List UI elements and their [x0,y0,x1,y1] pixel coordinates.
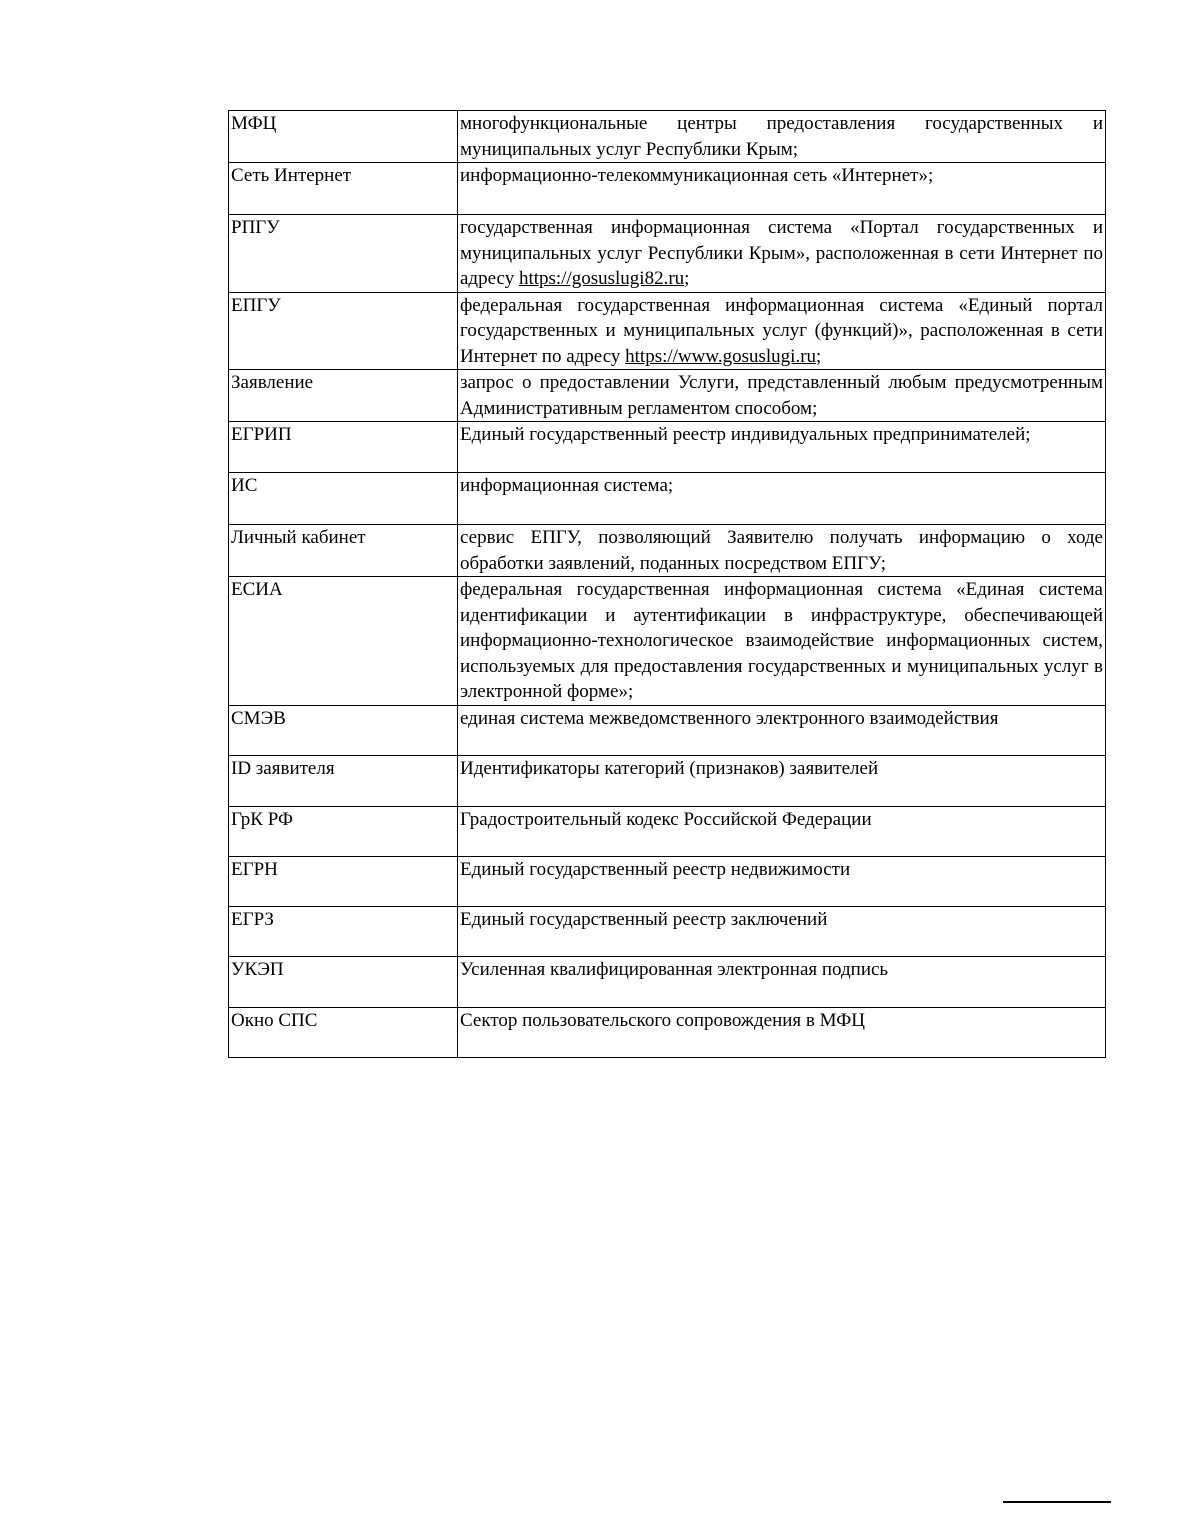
abbreviation-term: Заявление [229,370,458,422]
table-row [229,422,1106,473]
abbreviation-definition [458,292,1106,370]
table-row [229,755,1106,806]
abbreviation-term: УКЭП [229,956,458,1007]
abbreviation-term: СМЭВ [229,705,458,755]
abbreviation-term: Личный кабинет [229,525,458,577]
table-row [229,473,1106,525]
table-row [229,856,1106,906]
definition-text: государственная информационная система «Портал государственных и муниципальных услуг Республики Крым», расположенная в сети Интернет по адресу [460,217,1103,289]
abbreviation-term: ЕСИА [229,577,458,706]
abbreviation-term: ЕГРН [229,856,458,906]
abbreviation-term: ЕГРЗ [229,906,458,956]
abbreviation-definition: Единый государственный реестр недвижимости [458,856,1106,906]
table-row [229,906,1106,956]
table-row [229,163,1106,215]
abbreviation-definition: многофункциональные центры предоставления государственных и муниципальных услуг Республики Крым; [458,111,1106,163]
abbreviation-definition: информационная система; [458,473,1106,525]
table-row [229,1007,1106,1057]
table-row [229,705,1106,755]
definition-text: ; [684,268,690,289]
abbreviation-term: ЕГРИП [229,422,458,473]
table-row [229,370,1106,422]
abbreviation-definition: сервис ЕПГУ, позволяющий Заявителю получать информацию о ходе обработки заявлений, поданных посредством ЕПГУ; [458,525,1106,577]
abbreviation-definition [458,215,1106,293]
table-row [229,525,1106,577]
abbreviation-definition: Градостроительный кодекс Российской Федерации [458,806,1106,856]
table-row [229,215,1106,293]
portal-link[interactable]: https://gosuslugi82.ru [518,268,685,289]
table-row [229,577,1106,706]
definition-text: федеральная государственная информационная система «Единый портал государственных и муниципальных услуг (функций)», расположенная в сети Интернет по адресу [460,294,1103,367]
abbreviation-term: ИС [229,473,458,525]
portal-link[interactable]: https://www.gosuslugi.ru [625,345,817,367]
abbreviation-definition: Единый государственный реестр заключений [458,906,1106,956]
abbreviation-term: ЕПГУ [229,292,458,370]
abbreviation-term: ID заявителя [229,755,458,806]
definition-text: ; [816,345,822,367]
abbreviation-definition: Сектор пользовательского сопровождения в МФЦ [458,1007,1106,1057]
abbreviation-definition: единая система межведомственного электронного взаимодействия [458,705,1106,755]
abbreviation-term: Сеть Интернет [229,163,458,215]
table-row [229,111,1106,163]
abbreviation-term: Окно СПС [229,1007,458,1057]
abbreviations-table [228,110,1106,1058]
table-row [229,292,1106,370]
table-row [229,806,1106,856]
abbreviation-definition: информационно-телекоммуникационная сеть «Интернет»; [458,163,1106,215]
abbreviation-definition: Идентификаторы категорий (признаков) заявителей [458,755,1106,806]
abbreviation-term: РПГУ [229,215,458,293]
abbreviation-definition: запрос о предоставлении Услуги, представленный любым предусмотренным Административным регламентом способом; [458,370,1106,422]
abbreviation-definition: Усиленная квалифицированная электронная подпись [458,956,1106,1007]
abbreviation-term: МФЦ [229,111,458,163]
table-row [229,956,1106,1007]
abbreviation-definition: Единый государственный реестр индивидуальных предпринимателей; [458,422,1106,473]
abbreviation-term: ГрК РФ [229,806,458,856]
footer-rule [1003,1501,1111,1503]
abbreviation-definition: федеральная государственная информационная система «Единая система идентификации и аутентификации в инфраструктуре, обеспечивающей информационно-технологическое взаимодействие информационных систем, используемых для предоставления государственных и муниципальных услуг в электронной форме»; [458,577,1106,706]
